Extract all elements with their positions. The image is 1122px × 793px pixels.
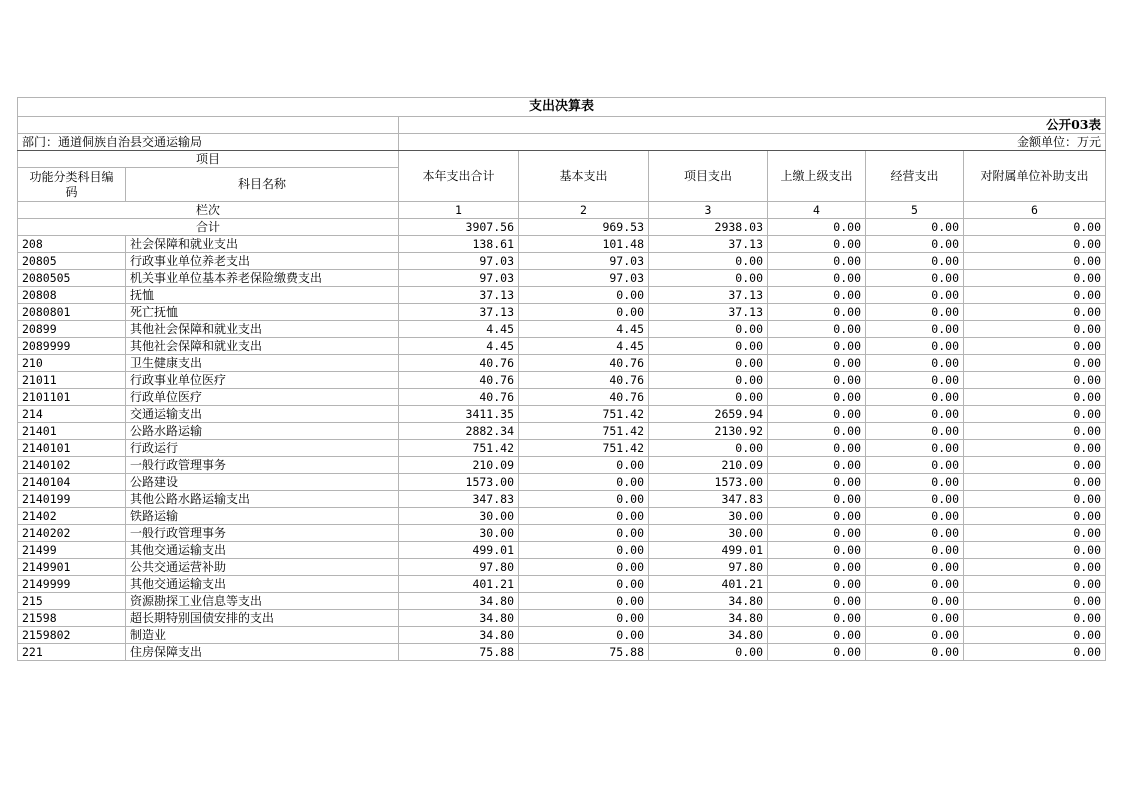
project-header: 项目: [18, 151, 399, 168]
amount-cell: 0.00: [519, 593, 649, 610]
total-row: [18, 219, 1106, 236]
subject-name: 资源勘探工业信息等支出: [126, 593, 399, 610]
amount-cell: 0.00: [866, 423, 964, 440]
subject-name: 行政单位医疗: [126, 389, 399, 406]
subject-name: 公共交通运营补助: [126, 559, 399, 576]
amount-cell: 0.00: [964, 372, 1106, 389]
amount-cell: 751.42: [399, 440, 519, 457]
amount-cell: 751.42: [519, 440, 649, 457]
amount-cell: 37.13: [649, 287, 768, 304]
subject-name: 其他交通运输支出: [126, 576, 399, 593]
amount-cell: 0.00: [768, 389, 866, 406]
amount-cell: 0.00: [964, 440, 1106, 457]
subject-code: 2140104: [18, 474, 126, 491]
amount-cell: 0.00: [768, 491, 866, 508]
amount-cell: 0.00: [866, 593, 964, 610]
amount-cell: 37.13: [649, 304, 768, 321]
amount-cell: 0.00: [964, 270, 1106, 287]
amount-cell: 0.00: [964, 253, 1106, 270]
amount-cell: 2659.94: [649, 406, 768, 423]
amount-cell: 34.80: [399, 610, 519, 627]
subject-code: 221: [18, 644, 126, 661]
amount-cell: 0.00: [866, 644, 964, 661]
amount-cell: 0.00: [649, 355, 768, 372]
subject-name: 其他社会保障和就业支出: [126, 338, 399, 355]
expenditure-table: [17, 97, 1106, 661]
amount-cell: 97.03: [399, 253, 519, 270]
basic-header: 基本支出: [519, 151, 649, 202]
amount-cell: 0.00: [964, 338, 1106, 355]
subject-code: 2149901: [18, 559, 126, 576]
amount-cell: 0.00: [964, 236, 1106, 253]
subject-code: 2140102: [18, 457, 126, 474]
amount-cell: 0.00: [964, 610, 1106, 627]
index-col: 2: [519, 202, 649, 219]
amount-cell: 0.00: [768, 372, 866, 389]
total-header: 本年支出合计: [399, 151, 519, 202]
form-number-row: [18, 117, 1106, 134]
amount-cell: 3411.35: [399, 406, 519, 423]
table-row: [18, 236, 1106, 253]
amount-cell: 0.00: [866, 457, 964, 474]
amount-cell: 34.80: [649, 593, 768, 610]
amount-cell: 97.80: [399, 559, 519, 576]
amount-cell: 401.21: [399, 576, 519, 593]
amount-cell: 1573.00: [649, 474, 768, 491]
amount-cell: 2130.92: [649, 423, 768, 440]
amount-cell: 0.00: [964, 406, 1106, 423]
table-row: [18, 508, 1106, 525]
table-row: [18, 270, 1106, 287]
table-row: [18, 593, 1106, 610]
subject-name: 公路水路运输: [126, 423, 399, 440]
index-row: [18, 202, 1106, 219]
amount-cell: 1573.00: [399, 474, 519, 491]
amount-cell: 0.00: [866, 559, 964, 576]
amount-cell: 97.80: [649, 559, 768, 576]
amount-cell: 97.03: [519, 270, 649, 287]
amount-cell: 34.80: [649, 610, 768, 627]
amount-cell: 0.00: [866, 389, 964, 406]
table-row: [18, 474, 1106, 491]
amount-cell: 0.00: [866, 321, 964, 338]
amount-cell: 0.00: [519, 474, 649, 491]
amount-cell: 0.00: [964, 627, 1106, 644]
table-title: 支出决算表: [18, 98, 1106, 117]
table-row: [18, 321, 1106, 338]
amount-cell: 30.00: [399, 525, 519, 542]
amount-cell: 0.00: [866, 474, 964, 491]
amount-cell: 97.03: [399, 270, 519, 287]
amount-cell: 97.03: [519, 253, 649, 270]
amount-cell: 0.00: [768, 610, 866, 627]
amount-cell: 0.00: [519, 576, 649, 593]
amount-cell: 751.42: [519, 406, 649, 423]
amount-cell: 0.00: [519, 559, 649, 576]
subject-name: 社会保障和就业支出: [126, 236, 399, 253]
table-row: [18, 491, 1106, 508]
subject-code: 21499: [18, 542, 126, 559]
amount-cell: 37.13: [649, 236, 768, 253]
amount-cell: 0.00: [768, 440, 866, 457]
subject-name: 抚恤: [126, 287, 399, 304]
amount-cell: 40.76: [519, 389, 649, 406]
title-row: [18, 98, 1106, 117]
amount-cell: 0.00: [964, 423, 1106, 440]
project-expense-header: 项目支出: [649, 151, 768, 202]
subject-name: 一般行政管理事务: [126, 457, 399, 474]
total-value: 0.00: [768, 219, 866, 236]
amount-cell: 4.45: [519, 338, 649, 355]
table-row: [18, 457, 1106, 474]
amount-cell: 0.00: [866, 508, 964, 525]
amount-cell: 0.00: [866, 372, 964, 389]
subject-name: 铁路运输: [126, 508, 399, 525]
form-number: 公开03表: [399, 117, 1106, 134]
amount-cell: 347.83: [649, 491, 768, 508]
subject-name: 其他社会保障和就业支出: [126, 321, 399, 338]
subject-code: 21401: [18, 423, 126, 440]
meta-row: [18, 134, 1106, 151]
amount-cell: 0.00: [768, 423, 866, 440]
subject-name: 卫生健康支出: [126, 355, 399, 372]
amount-cell: 0.00: [964, 644, 1106, 661]
index-label: 栏次: [18, 202, 399, 219]
amount-cell: 0.00: [964, 474, 1106, 491]
amount-cell: 37.13: [399, 304, 519, 321]
amount-cell: 40.76: [399, 372, 519, 389]
subject-code: 210: [18, 355, 126, 372]
total-value: 0.00: [964, 219, 1106, 236]
amount-cell: 401.21: [649, 576, 768, 593]
table-row: [18, 406, 1106, 423]
amount-cell: 0.00: [649, 338, 768, 355]
amount-cell: 0.00: [964, 491, 1106, 508]
subject-code: 2089999: [18, 338, 126, 355]
amount-cell: 0.00: [964, 321, 1106, 338]
amount-cell: 0.00: [964, 287, 1106, 304]
amount-cell: 0.00: [519, 508, 649, 525]
amount-cell: 0.00: [768, 236, 866, 253]
amount-cell: 0.00: [768, 338, 866, 355]
amount-cell: 0.00: [768, 559, 866, 576]
total-label: 合计: [18, 219, 399, 236]
amount-cell: 75.88: [399, 644, 519, 661]
upper-payment-header: 上缴上级支出: [768, 151, 866, 202]
subject-code: 215: [18, 593, 126, 610]
amount-cell: 0.00: [768, 287, 866, 304]
amount-cell: 75.88: [519, 644, 649, 661]
operating-header: 经营支出: [866, 151, 964, 202]
subject-name: 死亡抚恤: [126, 304, 399, 321]
amount-cell: 2882.34: [399, 423, 519, 440]
amount-cell: 0.00: [519, 304, 649, 321]
total-value: 0.00: [866, 219, 964, 236]
table-row: [18, 440, 1106, 457]
amount-cell: 4.45: [399, 321, 519, 338]
amount-cell: 0.00: [866, 491, 964, 508]
table-row: [18, 355, 1106, 372]
amount-cell: 0.00: [866, 355, 964, 372]
amount-cell: 0.00: [964, 304, 1106, 321]
subject-name: 行政事业单位养老支出: [126, 253, 399, 270]
amount-cell: 0.00: [649, 321, 768, 338]
amount-cell: 0.00: [649, 440, 768, 457]
amount-cell: 0.00: [866, 304, 964, 321]
subject-name: 公路建设: [126, 474, 399, 491]
table-row: [18, 627, 1106, 644]
subject-name: 制造业: [126, 627, 399, 644]
amount-cell: 0.00: [866, 576, 964, 593]
amount-cell: 4.45: [399, 338, 519, 355]
amount-cell: 499.01: [649, 542, 768, 559]
total-value: 2938.03: [649, 219, 768, 236]
subject-name: 机关事业单位基本养老保险缴费支出: [126, 270, 399, 287]
subject-name: 其他交通运输支出: [126, 542, 399, 559]
amount-cell: 0.00: [768, 593, 866, 610]
total-value: 969.53: [519, 219, 649, 236]
amount-cell: 0.00: [964, 559, 1106, 576]
subject-code: 2140101: [18, 440, 126, 457]
header-row-1: [18, 151, 1106, 168]
index-col: 1: [399, 202, 519, 219]
index-col: 6: [964, 202, 1106, 219]
amount-cell: 0.00: [768, 253, 866, 270]
amount-cell: 499.01: [399, 542, 519, 559]
subsidy-header: 对附属单位补助支出: [964, 151, 1106, 202]
table-row: [18, 253, 1106, 270]
amount-cell: 101.48: [519, 236, 649, 253]
subject-name: 一般行政管理事务: [126, 525, 399, 542]
table-row: [18, 423, 1106, 440]
subject-code: 20805: [18, 253, 126, 270]
amount-cell: 210.09: [649, 457, 768, 474]
amount-cell: 0.00: [768, 355, 866, 372]
amount-cell: 0.00: [866, 287, 964, 304]
subject-code: 2140199: [18, 491, 126, 508]
subject-name: 住房保障支出: [126, 644, 399, 661]
amount-cell: 4.45: [519, 321, 649, 338]
amount-cell: 751.42: [519, 423, 649, 440]
amount-cell: 0.00: [519, 627, 649, 644]
subject-code: 21011: [18, 372, 126, 389]
amount-cell: 0.00: [519, 457, 649, 474]
amount-cell: 0.00: [866, 627, 964, 644]
subject-code: 2149999: [18, 576, 126, 593]
amount-cell: 0.00: [964, 355, 1106, 372]
amount-cell: 30.00: [399, 508, 519, 525]
code-header: [18, 168, 126, 202]
amount-cell: 40.76: [519, 372, 649, 389]
code-header-line1: 功能分类科目编: [29, 169, 114, 184]
amount-cell: 0.00: [866, 270, 964, 287]
amount-cell: 34.80: [649, 627, 768, 644]
table-row: [18, 304, 1106, 321]
amount-cell: 0.00: [866, 338, 964, 355]
amount-cell: 0.00: [649, 389, 768, 406]
subject-code: 2080801: [18, 304, 126, 321]
unit-label: 金额单位：万元: [399, 134, 1106, 151]
subject-code: 2101101: [18, 389, 126, 406]
table-row: [18, 372, 1106, 389]
amount-cell: 0.00: [866, 236, 964, 253]
subject-name: 交通运输支出: [126, 406, 399, 423]
subject-name: 超长期特别国债安排的支出: [126, 610, 399, 627]
amount-cell: 0.00: [866, 253, 964, 270]
amount-cell: 0.00: [768, 576, 866, 593]
amount-cell: 40.76: [399, 355, 519, 372]
amount-cell: 0.00: [519, 287, 649, 304]
amount-cell: 138.61: [399, 236, 519, 253]
expenditure-table-sheet: [17, 97, 1105, 661]
amount-cell: 0.00: [964, 542, 1106, 559]
amount-cell: 37.13: [399, 287, 519, 304]
amount-cell: 0.00: [519, 610, 649, 627]
amount-cell: 0.00: [768, 406, 866, 423]
subject-name: 其他公路水路运输支出: [126, 491, 399, 508]
amount-cell: 34.80: [399, 593, 519, 610]
amount-cell: 0.00: [649, 270, 768, 287]
amount-cell: 0.00: [964, 525, 1106, 542]
amount-cell: 0.00: [768, 304, 866, 321]
amount-cell: 0.00: [866, 406, 964, 423]
amount-cell: 0.00: [866, 542, 964, 559]
amount-cell: 210.09: [399, 457, 519, 474]
table-row: [18, 610, 1106, 627]
amount-cell: 40.76: [519, 355, 649, 372]
table-row: [18, 576, 1106, 593]
subject-name: 行政事业单位医疗: [126, 372, 399, 389]
amount-cell: 30.00: [649, 525, 768, 542]
table-row: [18, 338, 1106, 355]
amount-cell: 0.00: [768, 270, 866, 287]
index-col: 3: [649, 202, 768, 219]
amount-cell: 0.00: [649, 644, 768, 661]
amount-cell: 0.00: [768, 525, 866, 542]
table-row: [18, 542, 1106, 559]
amount-cell: 0.00: [964, 593, 1106, 610]
index-col: 4: [768, 202, 866, 219]
subject-code: 2140202: [18, 525, 126, 542]
amount-cell: 34.80: [399, 627, 519, 644]
amount-cell: 40.76: [399, 389, 519, 406]
subject-name: 行政运行: [126, 440, 399, 457]
amount-cell: 0.00: [866, 525, 964, 542]
subject-code: 20808: [18, 287, 126, 304]
amount-cell: 0.00: [519, 491, 649, 508]
name-header: 科目名称: [126, 168, 399, 202]
amount-cell: 0.00: [964, 457, 1106, 474]
subject-code: 2080505: [18, 270, 126, 287]
amount-cell: 0.00: [768, 321, 866, 338]
department-label: 部门：通道侗族自治县交通运输局: [18, 134, 399, 151]
table-row: [18, 525, 1106, 542]
amount-cell: 0.00: [768, 627, 866, 644]
subject-code: 2159802: [18, 627, 126, 644]
table-row: [18, 559, 1106, 576]
subject-code: 21402: [18, 508, 126, 525]
total-value: 3907.56: [399, 219, 519, 236]
amount-cell: 0.00: [519, 542, 649, 559]
table-row: [18, 389, 1106, 406]
subject-code: 208: [18, 236, 126, 253]
amount-cell: 0.00: [964, 508, 1106, 525]
subject-code: 21598: [18, 610, 126, 627]
amount-cell: 0.00: [649, 253, 768, 270]
table-row: [18, 644, 1106, 661]
code-header-line2: 码: [65, 184, 78, 199]
amount-cell: 30.00: [649, 508, 768, 525]
amount-cell: 0.00: [866, 610, 964, 627]
amount-cell: 347.83: [399, 491, 519, 508]
amount-cell: 0.00: [519, 525, 649, 542]
amount-cell: 0.00: [768, 457, 866, 474]
amount-cell: 0.00: [768, 508, 866, 525]
amount-cell: 0.00: [866, 440, 964, 457]
subject-code: 214: [18, 406, 126, 423]
index-col: 5: [866, 202, 964, 219]
amount-cell: 0.00: [768, 542, 866, 559]
amount-cell: 0.00: [649, 372, 768, 389]
subject-code: 20899: [18, 321, 126, 338]
table-row: [18, 287, 1106, 304]
amount-cell: 0.00: [768, 474, 866, 491]
amount-cell: 0.00: [964, 389, 1106, 406]
amount-cell: 0.00: [768, 644, 866, 661]
amount-cell: 0.00: [964, 576, 1106, 593]
